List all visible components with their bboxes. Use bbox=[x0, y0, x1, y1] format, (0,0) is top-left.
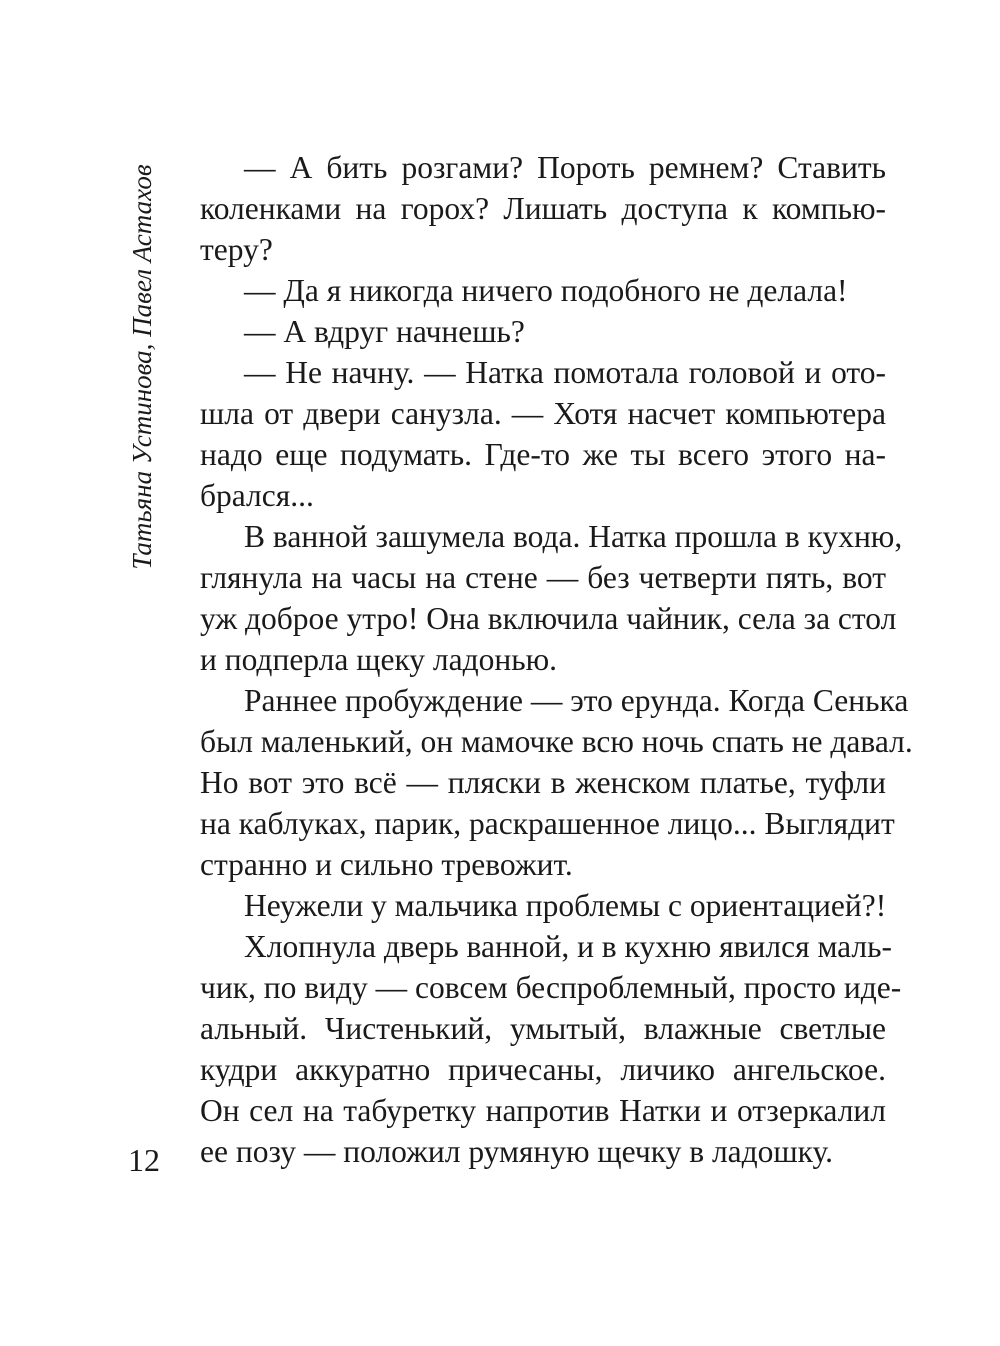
text-line: — А вдруг начнешь? bbox=[244, 314, 525, 349]
text-line: коленками на горох? Лишать доступа к компью- bbox=[200, 191, 886, 226]
text-line: Он сел на табуретку напротив Натки и отзеркалил bbox=[200, 1093, 886, 1128]
text-line: брался... bbox=[200, 478, 314, 513]
text-line: — Да я никогда ничего подобного не делала! bbox=[244, 273, 848, 308]
text-line: — А бить розгами? Пороть ремнем? Ставить bbox=[244, 150, 886, 185]
page-number: 12 bbox=[128, 1142, 160, 1178]
text-line: Неужели у мальчика проблемы с ориентацией?! bbox=[244, 888, 887, 923]
text-line: Хлопнула дверь ванной, и в кухню явился маль- bbox=[244, 929, 893, 964]
running-head: Татьяна Устинова, Павел Астахов bbox=[127, 164, 157, 570]
text-line: — Не начну. — Натка помотала головой и ото- bbox=[244, 355, 886, 390]
text-line: Раннее пробуждение — это ерунда. Когда Сенька bbox=[244, 683, 909, 718]
paragraph bbox=[200, 270, 886, 311]
text-line: глянула на часы на стене — без четверти пять, вот bbox=[200, 560, 886, 595]
text-line: В ванной зашумела вода. Натка прошла в кухню, bbox=[244, 519, 903, 554]
text-line: странно и сильно тревожит. bbox=[200, 847, 573, 882]
paragraph bbox=[200, 352, 886, 516]
text-line: теру? bbox=[200, 232, 273, 267]
text-line: Но вот это всё — пляски в женском платье, туфли bbox=[200, 765, 886, 800]
paragraph bbox=[200, 926, 902, 1172]
text-line: альный. Чистенький, умытый, влажные светлые bbox=[200, 1011, 886, 1046]
paragraph bbox=[200, 311, 886, 352]
text-line: шла от двери санузла. — Хотя насчет компьютера bbox=[200, 396, 886, 431]
text-line: уж доброе утро! Она включила чайник, села за стол bbox=[200, 601, 897, 636]
text-line: на каблуках, парик, раскрашенное лицо... Выглядит bbox=[200, 806, 895, 841]
paragraph bbox=[200, 516, 903, 680]
body-text bbox=[200, 147, 913, 1172]
paragraph bbox=[200, 147, 886, 270]
text-line: ее позу — положил румяную щечку в ладошку. bbox=[200, 1134, 834, 1169]
text-line: надо еще подумать. Где-то же ты всего этого на- bbox=[200, 437, 886, 472]
text-line: был маленький, он мамочке всю ночь спать не давал. bbox=[200, 724, 913, 759]
text-line: кудри аккуратно причесаны, личико ангельское. bbox=[200, 1052, 886, 1087]
text-line: чик, по виду — совсем беспроблемный, просто иде- bbox=[200, 970, 902, 1005]
text-line: и подперла щеку ладонью. bbox=[200, 642, 558, 677]
paragraph bbox=[200, 680, 913, 885]
paragraph bbox=[200, 885, 886, 926]
